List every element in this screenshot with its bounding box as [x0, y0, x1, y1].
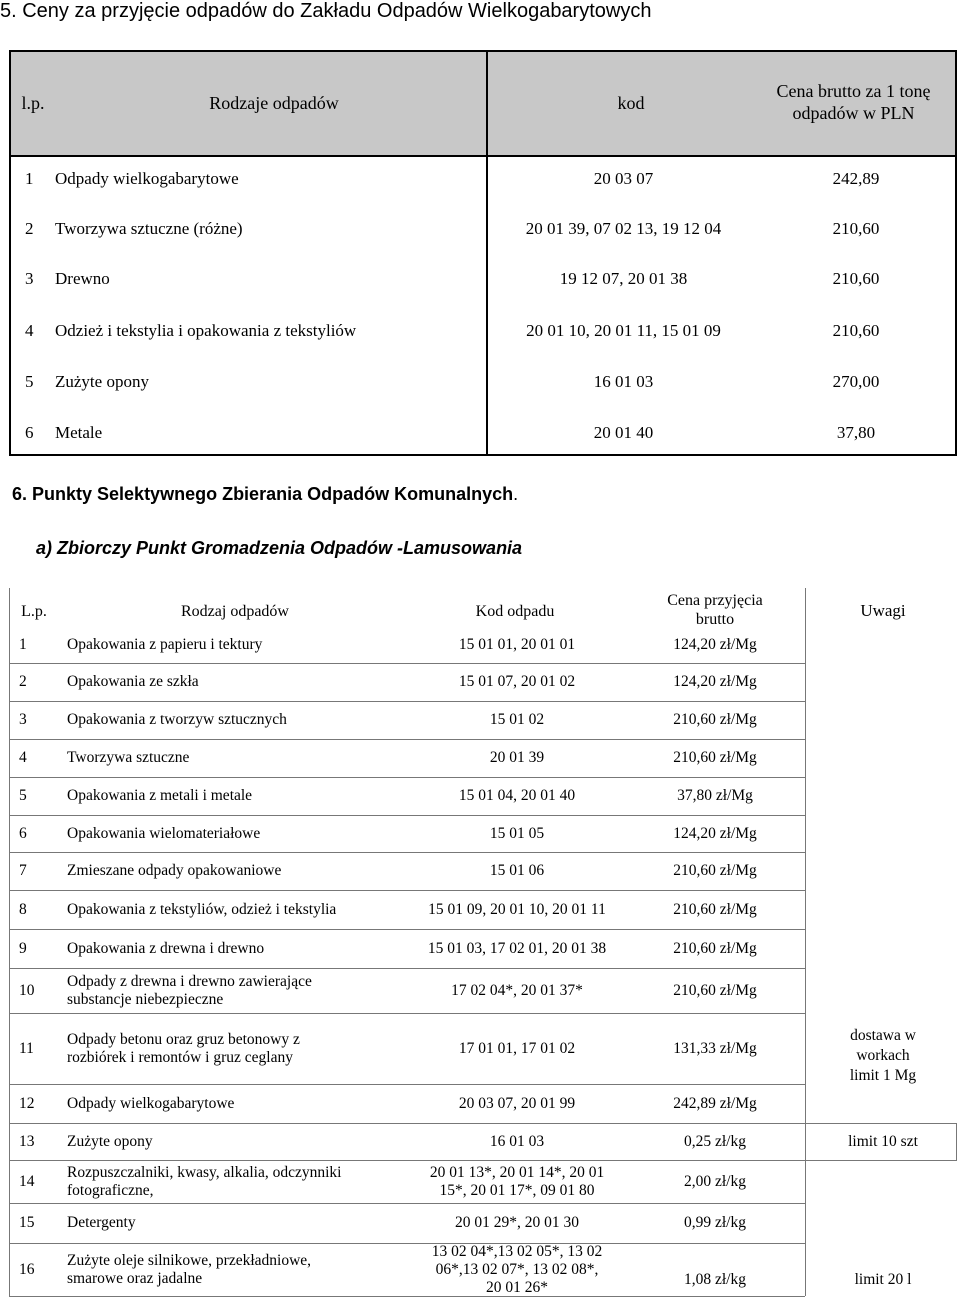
row-divider: [805, 1123, 957, 1124]
row-divider: [9, 1296, 805, 1297]
row-code: 17 02 04*, 20 01 37*: [451, 981, 583, 999]
row-waste-name: Opakowania z tekstyliów, odzież i tekstylia: [67, 900, 337, 918]
row-price: 210,60 zł/Mg: [673, 900, 757, 918]
row-lp: 14: [19, 1172, 35, 1190]
row-lp: 9: [19, 939, 27, 957]
row-waste-name: Odpady z drewna i drewno zawierające substancje niebezpieczne: [67, 972, 312, 1008]
header-waste-type: Rodzaj odpadów: [181, 603, 289, 620]
row-waste-name: Metale: [55, 423, 103, 442]
row-price: 2,00 zł/kg: [684, 1172, 746, 1190]
row-code: 16 01 03: [593, 372, 654, 391]
row-waste-name: Opakowania z tworzyw sztucznych: [67, 711, 287, 728]
row-divider: [9, 890, 805, 891]
row-waste-name: Tworzywa sztuczne: [67, 749, 190, 766]
row-price: 210,60: [832, 321, 880, 340]
row-divider: [805, 1160, 957, 1161]
row-lp: 16: [19, 1260, 35, 1278]
row-lp: 5: [25, 372, 34, 391]
column-divider: [486, 52, 488, 454]
row-price: 37,80: [836, 423, 876, 442]
row-lp: 11: [19, 1039, 34, 1057]
row-divider: [9, 1243, 805, 1244]
row-code: 20 03 07, 20 01 99: [458, 1094, 576, 1112]
row-price: 242,89 zł/Mg: [673, 1094, 757, 1112]
row-waste-name: Rozpuszczalniki, kwasy, alkalia, odczynniki fotograficzne,: [67, 1163, 342, 1199]
row-waste-name: Opakowania z metali i metale: [67, 787, 253, 804]
price-table-large-waste: [9, 50, 957, 456]
row-divider: [9, 1160, 805, 1161]
row-code: 15 01 04, 20 01 40: [458, 787, 576, 804]
row-lp: 6: [19, 824, 27, 842]
row-code: 20 01 29*, 20 01 30: [455, 1214, 579, 1231]
row-code: 13 02 04*,13 02 05*, 13 02 06*,13 02 07*, 13 02 08*, 20 01 26*: [431, 1242, 603, 1296]
row-lp: 4: [19, 749, 27, 766]
row-code: 15 01 09, 20 01 10, 20 01 11: [428, 900, 606, 918]
row-price: 210,60 zł/Mg: [673, 862, 757, 879]
row-code: 20 01 39: [489, 749, 545, 766]
row-code: 15 01 06: [489, 862, 545, 879]
row-lp: 13: [19, 1132, 35, 1150]
note-limit-tires: limit 10 szt: [848, 1133, 918, 1150]
row-divider: [9, 968, 805, 969]
row-divider: [9, 815, 805, 816]
row-waste-name: Odpady wielkogabarytowe: [55, 169, 239, 188]
row-lp: 3: [25, 269, 34, 288]
section-6-title: 6. Punkty Selektywnego Zbierania Odpadów Komunalnych.: [12, 484, 519, 504]
row-code: 15 01 03, 17 02 01, 20 01 38: [427, 939, 607, 957]
row-price: 124,20 zł/Mg: [673, 824, 757, 842]
row-divider: [9, 1203, 805, 1204]
section-5-title: 5. Ceny za przyjęcie odpadów do Zakładu Odpadów Wielkogabarytowych: [0, 0, 652, 22]
row-price: 124,20 zł/Mg: [673, 635, 757, 653]
note-limit-oils: limit 20 l: [854, 1271, 912, 1288]
row-code: 19 12 07, 20 01 38: [559, 269, 688, 288]
row-price: 210,60 zł/Mg: [673, 939, 757, 957]
row-code: 15 01 07, 20 01 02: [458, 673, 576, 690]
row-divider: [9, 777, 805, 778]
row-waste-name: Odzież i tekstylia i opakowania z tekstyliów: [55, 321, 357, 340]
row-code: 15 01 01, 20 01 01: [458, 635, 576, 653]
header-waste-type: Rodzaje odpadów: [209, 93, 339, 113]
row-waste-name: Zużyte oleje silnikowe, przekładniowe, smarowe oraz jadalne: [67, 1251, 312, 1287]
row-code: 15 01 05: [489, 824, 545, 842]
row-waste-name: Detergenty: [67, 1214, 136, 1231]
row-code: 20 01 10, 20 01 11, 15 01 09: [526, 321, 721, 340]
row-waste-name: Opakowania z papieru i tektury: [67, 635, 263, 653]
row-price: 210,60 zł/Mg: [673, 749, 757, 766]
row-divider: [9, 663, 805, 664]
row-price: 1,08 zł/kg: [684, 1271, 746, 1288]
row-divider: [9, 701, 805, 702]
price-table-pszok: [9, 588, 957, 1296]
row-divider: [9, 852, 805, 853]
row-divider: [9, 1084, 805, 1085]
row-lp: 8: [19, 900, 27, 918]
row-waste-name: Zużyte opony: [67, 1132, 153, 1150]
row-code: 17 01 01, 17 01 02: [458, 1039, 576, 1057]
header-code: kod: [617, 93, 645, 113]
row-divider: [9, 1013, 805, 1014]
row-price: 37,80 zł/Mg: [677, 787, 753, 804]
row-lp: 2: [19, 673, 27, 690]
row-waste-name: Opakowania ze szkła: [67, 673, 199, 690]
row-lp: 7: [19, 862, 27, 879]
row-divider: [9, 929, 805, 930]
section-6a-subtitle: a) Zbiorczy Punkt Gromadzenia Odpadów -Lamusowania: [36, 538, 523, 558]
row-divider: [9, 1123, 805, 1124]
row-lp: 6: [25, 423, 34, 442]
row-waste-name: Drewno: [55, 269, 110, 288]
row-code: 20 01 39, 07 02 13, 19 12 04: [525, 219, 722, 238]
row-lp: 1: [25, 169, 34, 188]
row-divider: [9, 739, 805, 740]
row-code: 20 01 13*, 20 01 14*, 20 01 15*, 20 01 17*, 09 01 80: [429, 1163, 605, 1199]
row-lp: 5: [19, 787, 27, 804]
row-lp: 1: [19, 635, 27, 653]
header-price: Cena przyjęcia brutto: [667, 592, 763, 628]
table-header: [11, 52, 955, 157]
row-price: 131,33 zł/Mg: [673, 1039, 757, 1057]
header-price: Cena brutto za 1 tonę odpadów w PLN: [776, 81, 931, 123]
row-lp: 12: [19, 1094, 35, 1112]
row-waste-name: Tworzywa sztuczne (różne): [55, 219, 243, 238]
row-lp: 15: [19, 1214, 35, 1231]
row-code: 16 01 03: [489, 1132, 545, 1150]
note-delivery-in-bags: dostawa w workach limit 1 Mg: [849, 1027, 917, 1084]
row-price: 210,60: [832, 219, 880, 238]
row-price: 0,25 zł/kg: [684, 1132, 746, 1150]
row-lp: 10: [19, 981, 35, 999]
header-lp: L.p.: [21, 603, 47, 620]
header-lp: l.p.: [21, 93, 45, 113]
row-price: 210,60 zł/Mg: [673, 981, 757, 999]
row-price: 210,60 zł/Mg: [673, 711, 757, 728]
row-code: 20 01 40: [593, 423, 654, 442]
row-price: 210,60: [832, 269, 880, 288]
row-code: 15 01 02: [489, 711, 545, 728]
row-lp: 4: [25, 321, 34, 340]
row-price: 124,20 zł/Mg: [673, 673, 757, 690]
row-waste-name: Odpady betonu oraz gruz betonowy z rozbiórek i remontów i gruz ceglany: [67, 1030, 300, 1066]
row-waste-name: Opakowania wielomateriałowe: [67, 824, 261, 842]
row-price: 270,00: [832, 372, 880, 391]
row-price: 242,89: [832, 169, 880, 188]
header-code: Kod odpadu: [475, 603, 555, 620]
row-lp: 2: [25, 219, 34, 238]
row-waste-name: Zmieszane odpady opakowaniowe: [67, 862, 282, 879]
column-divider: [9, 588, 10, 1296]
row-waste-name: Zużyte opony: [55, 372, 149, 391]
row-waste-name: Odpady wielkogabarytowe: [67, 1094, 235, 1112]
row-waste-name: Opakowania z drewna i drewno: [67, 939, 265, 957]
row-code: 20 03 07: [593, 169, 654, 188]
column-divider: [805, 588, 806, 1296]
row-price: 0,99 zł/kg: [684, 1214, 746, 1231]
header-notes: Uwagi: [860, 601, 906, 620]
row-lp: 3: [19, 711, 27, 728]
